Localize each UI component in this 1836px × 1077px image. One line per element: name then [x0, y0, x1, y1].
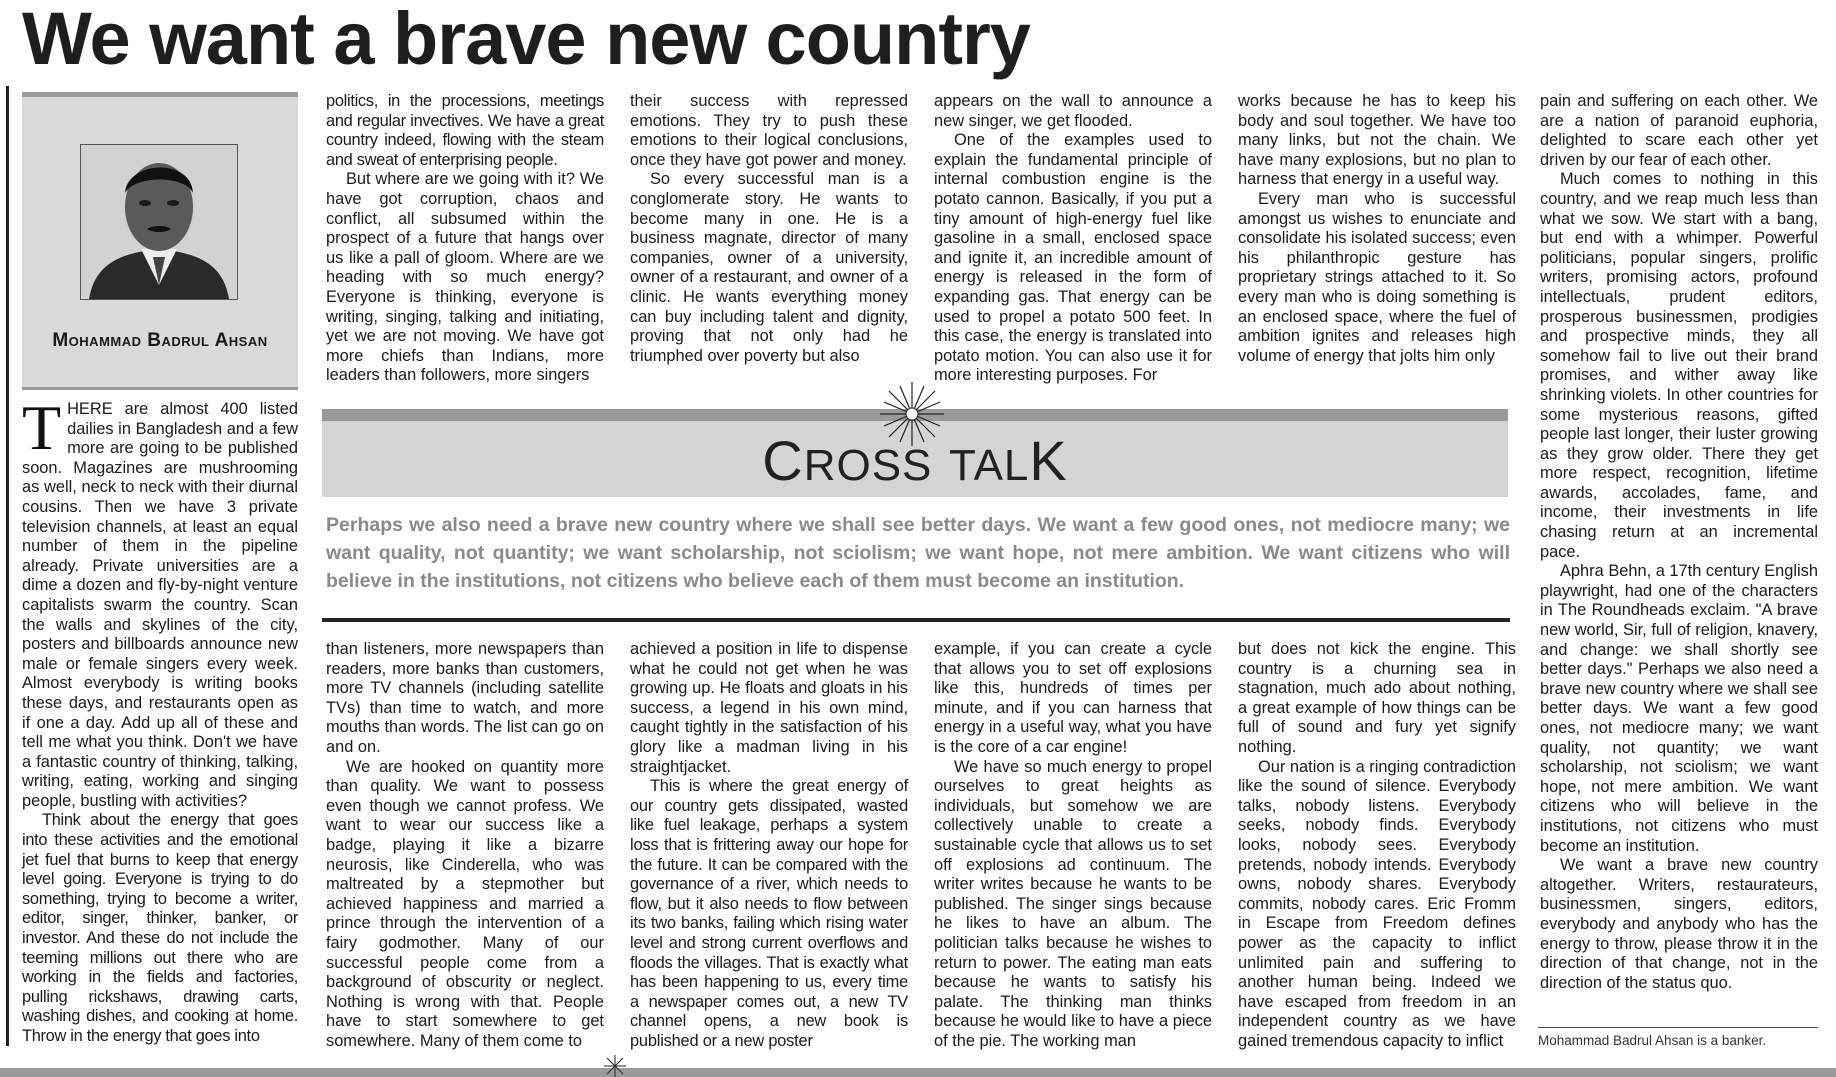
section-title-k: K	[1029, 429, 1068, 492]
col6-para-2: Much comes to nothing in this country, and we reap much less than what we sow. We start with a bang, but end with a whimper. Powerful politicians, popular singers, prolific writers, promising actors, profound intellectuals, prudent editors, prosperous businessmen, prodigies and prospective minds, they all somehow fail to live out their brand promises, and wither away like shrinking violets. In other countries for some mysterious reasons, gifted people last longer, their luster growing as they grow older. There they get more respect, recognition, lifetime awards, accolades, fame, and income, their investments in life chasing return at an incremental pace.	[1540, 170, 1818, 561]
column-5-top	[1238, 92, 1516, 366]
col5-bottom-para-1: but does not kick the engine. This country is a churning sea in stagnation, much ado about nothing, a great example of how things can be full of sound and fury yet signify nothing.	[1238, 640, 1516, 756]
author-photo	[80, 144, 238, 300]
column-4-bottom	[934, 640, 1212, 1051]
pull-quote: Perhaps we also need a brave new country where we shall see better days. We want a few good ones, not mediocre many; we want quality, not quantity; we want scholarship, not sciolism; we want hope, not mere ambition. We want citizens who will believe in the institutions, not citizens who believe each of them must become an institution.	[326, 514, 1510, 592]
col4-top-para-1: appears on the wall to announce a new singer, we get flooded.	[934, 92, 1212, 130]
column-2-bottom	[326, 640, 604, 1051]
section-title-c: C	[762, 429, 804, 492]
headline: We want a brave new country	[22, 0, 1030, 80]
mid-rule	[322, 618, 1510, 622]
author-credit: Mohammad Badrul Ahsan is a banker.	[1538, 1033, 1767, 1048]
col4-bottom-para-1: example, if you can create a cycle that allows you to set off explosions like this, hundreds of times per minute, and if you can harness that energy in a useful way, what you have is the core of a car engine!	[934, 640, 1212, 756]
col3-top-para-1: their success with repressed emotions. They try to push these emotions to their logical conclusions, once they have got power and money.	[630, 92, 908, 169]
drop-cap: T	[22, 392, 62, 463]
left-rule	[6, 86, 9, 1046]
col3-bottom-para-1: achieved a position in life to dispense what he could not get when he was growing up. He floats and gloats in his success, a legend in his own mind, caught tightly in the satisfaction of his glory like a madman living in his straightjacket.	[630, 640, 908, 776]
col3-bottom-para-2: This is where the great energy of our country gets dissipated, wasted like fuel leakage, perhaps a system loss that is frittering away our hope for the future. It can be compared with the governance of a river, which needs to flow, but it also needs to flow between its two banks, failing which rising water level and strong current overflows and floods the villages. That is exactly what has been happening to us, every time a newspaper comes out, a new TV channel opens, a new book is published or a new poster	[630, 777, 908, 1050]
col6-para-1: pain and suffering on each other. We are a nation of paranoid euphoria, delighted to scare each other yet driven by our fear of each other.	[1540, 92, 1818, 169]
column-3-top	[630, 92, 908, 366]
col5-bottom-para-2: Our nation is a ringing contradiction like the sound of silence. Everybody talks, nobody listens. Everybody seeks, nobody finds. Everybody looks, nobody sees. Everybody pretends, nobody intends. Everybody owns, nobody shares. Everybody commits, nobody cares. Eric Fromm in Escape from Freedom defines power as the capacity to inflict unlimited pain and suffering to another human being. Indeed we have escaped from freedom in an independent country as we have gained tremendous capacity to inflict	[1238, 757, 1516, 1050]
section-title	[322, 428, 1508, 493]
column-3-bottom	[630, 640, 908, 1051]
col2-top-para-2: But where are we going with it? We have got corruption, chaos and conflict, all subsumed within the prospect of a future that hangs over us like a pall of gloom. Where are we heading with so much energy? Everyone is thinking, everyone is writing, singing, talking and initiating, yet we are not moving. We have got more chiefs than Indians, more leaders than followers, more singers	[326, 170, 604, 385]
col5-top-para-2: Every man who is successful amongst us wishes to enunciate and consolidate his isolated success; even his philanthropic gesture has proprietary strings attached to it. So every man who is doing something is an enclosed space, where the fuel of ambition ignites and releases high volume of energy that jolts him only	[1238, 189, 1516, 365]
column-4-top	[934, 92, 1212, 386]
column-1	[22, 392, 298, 1047]
col5-top-para-1: works because he has to keep his body and soul together. We have too many links, but not the chain. We have many explosions, but no plan to harness that energy in a useful way.	[1238, 92, 1516, 189]
col1-para-2: Think about the energy that goes into these activities and the emotional jet fuel that burns to keep that energy level going. Everyone is trying to do something, trying to become a writer, editor, singer, thinker, banker, or investor. And these do not include the teeming millions out there who are working in the fields and factories, pulling rickshaws, drawing carts, washing dishes, and cooking at home. Throw in the energy that goes into	[22, 811, 298, 1045]
section-title-tal: TAL	[948, 441, 1030, 490]
section-title-ross: ROSS	[803, 441, 933, 490]
author-name-text: Mohammad Badrul Ahsan	[52, 330, 268, 351]
column-5-bottom	[1238, 640, 1516, 1051]
col2-bottom-para-2: We are hooked on quantity more than quality. We want to possess even though we cannot profess. We want to wear our success like a badge, playing it like a bizarre neurosis, like Cinderella, who was maltreated by a stepmother but achieved happiness and married a prince through the intervention of a fairy godmother. Many of our successful people come from a background of obscurity or neglect. Nothing is wrong with that. People have to start somewhere to get somewhere. Many of them come to	[326, 757, 604, 1050]
col3-top-para-2: So every successful man is a conglomerate story. He wants to become many in one. He is a business magnate, director of many companies, owner of a university, owner of a restaurant, and owner of a clinic. He wants everything money can buy including talent and dignity, proving that not only had he triumphed over poverty but also	[630, 170, 908, 365]
portrait-image	[81, 145, 237, 299]
starburst-small-icon	[600, 1055, 630, 1077]
credit-rule	[1538, 1027, 1818, 1028]
column-2-top	[326, 92, 604, 386]
col6-para-4: We want a brave new country altogether. Writers, restaurateurs, businessmen, singers, editors, everybody and anybody who has the energy to throw, please throw it in the direction of that change, not in the direction of the status quo.	[1540, 856, 1818, 992]
column-6	[1540, 92, 1818, 993]
section-title-space	[932, 429, 949, 492]
col6-para-3: Aphra Behn, a 17th century English playwright, had one of the characters in The Roundheads exclaim. "A brave new world, Sir, full of religion, knavery, and change: we shall shortly see better days." Perhaps we also need a brave new country where we shall see better days. We want a few good ones, not mediocre many; we want quality, not quantity; we want scholarship, not sciolism; we want hope, not mere ambition. We want citizens who will believe in the institutions, not citizens who must become an institution.	[1540, 562, 1818, 855]
col4-top-para-2: One of the examples used to explain the fundamental principle of internal combustion engine is the potato cannon. Basically, if you put a tiny amount of high-energy fuel like gasoline in a small, enclosed space and ignite it, an incredible amount of energy is released in the form of expanding gas. That energy can be used to propel a potato 500 feet. In this case, the energy is translated into potato motion. You can also use it for more interesting purposes. For	[934, 131, 1212, 385]
col1-para-1: HERE are almost 400 listed dailies in Bangladesh and a few more are going to be published soon. Magazines are mushrooming as well, neck to neck with their diurnal cousins. Then we have 3 private television channels, at least an equal number of them in the pipeline already. Private universities are a dime a dozen and fly-by-night venture capitalists swarm the country. Scan the walls and skylines of the city, posters and billboards announce new male or female singers every week. Almost everybody is writing books these days, and restaurants open as if one a day. Add up all of these and tell me what you think. Don't we have a fantastic country of thinking, talking, writing, eating, working and singing people, bustling with activities?	[22, 400, 298, 810]
col2-top-para-1: politics, in the processions, meetings and regular invectives. We have a great country indeed, flowing with the steam and sweat of enterprising people.	[326, 92, 604, 169]
bottom-bar	[0, 1068, 1836, 1077]
author-name	[22, 330, 298, 352]
col4-bottom-para-2: We have so much energy to propel ourselves to great heights as individuals, but somehow we are collectively unable to create a sustainable cycle that allows us to set off explosions ad continuum. The writer writes because he wants to be published. The singer sings because he likes to have an album. The politician talks because he wishes to return to power. The eating man eats because he wants to satisfy his palate. The thinking man thinks because he would like to have a piece of the pie. The working man	[934, 757, 1212, 1050]
col2-bottom-para-1: than listeners, more newspapers than readers, more banks than customers, more TV channels (including satellite TVs) than time to watch, and more mouths than words. The list can go on and on.	[326, 640, 604, 756]
